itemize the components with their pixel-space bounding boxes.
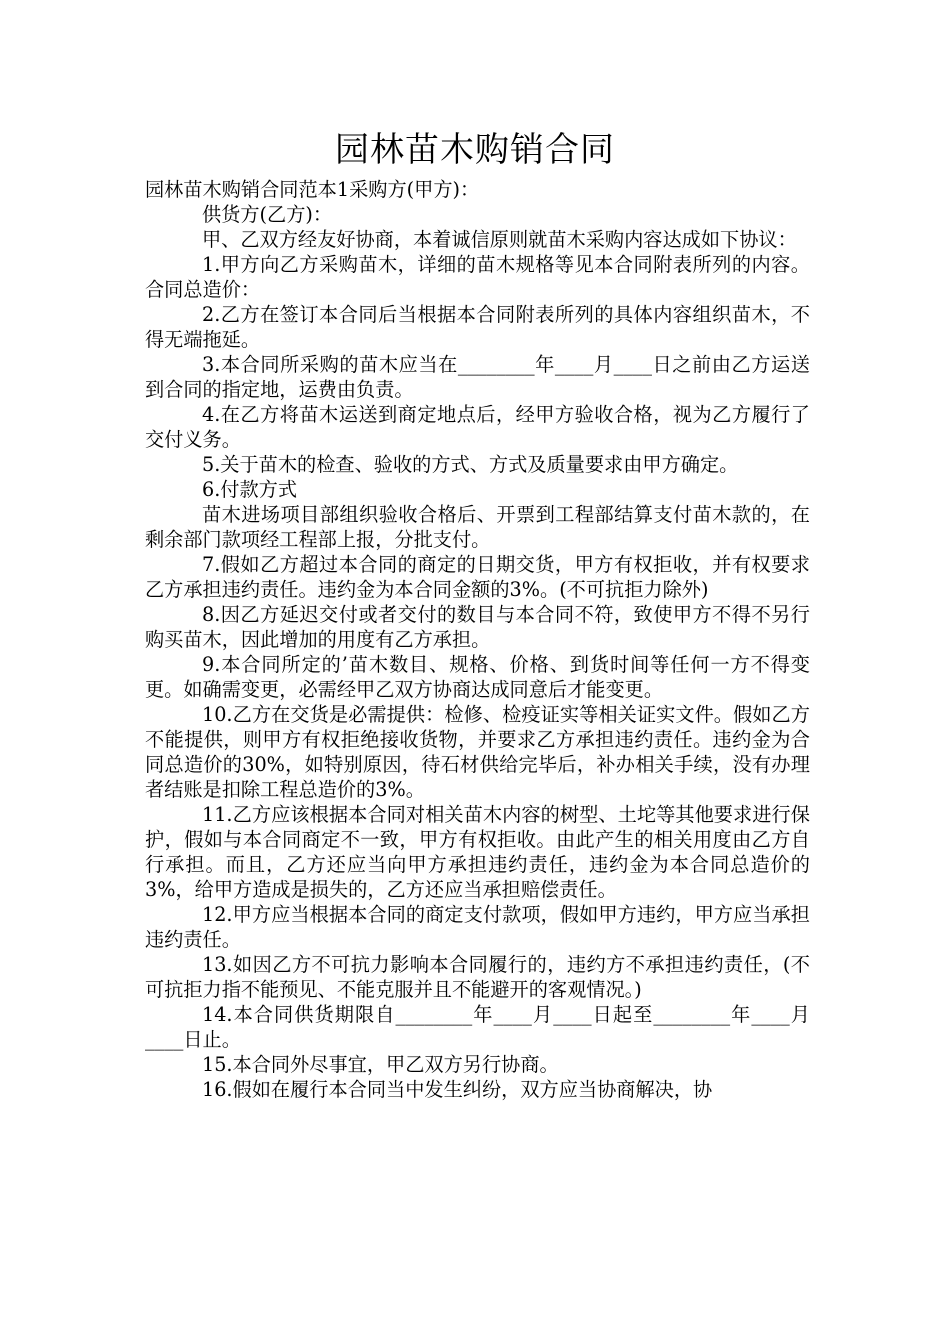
clause-12: 12.甲方应当根据本合同的商定支付款项，假如甲方违约，甲方应当承担违约责任。 [145, 903, 810, 951]
clause-16: 16.假如在履行本合同当中发生纠纷，双方应当协商解决，协 [202, 1078, 713, 1101]
document-title: 园林苗木购销合同 [335, 130, 615, 170]
clause-3: 3.本合同所采购的苗木应当在________年____月____日之前由乙方运送到合同的指定地，运费由负责。 [145, 353, 810, 401]
paragraph-supplier: 供货方(乙方)： [202, 203, 333, 226]
clause-7: 7.假如乙方超过本合同的商定的日期交货，甲方有权拒收，并有权要求乙方承担违约责任。违约金为本合同金额的3%。(不可抗拒力除外) [145, 553, 810, 601]
paragraph-intro: 园林苗木购销合同范本1采购方(甲方)： [145, 178, 480, 201]
clause-13: 13.如因乙方不可抗力影响本合同履行的，违约方不承担违约责任，(不可抗拒力指不能预见、不能克服并且不能避开的客观情况。) [145, 953, 810, 1001]
paragraph-preamble: 甲、乙双方经友好协商，本着诚信原则就苗木采购内容达成如下协议： [202, 228, 797, 251]
clause-6: 6.付款方式 [202, 478, 298, 501]
document-body [145, 177, 810, 1102]
clause-5: 5.关于苗木的检查、验收的方式、方式及质量要求由甲方确定。 [202, 453, 739, 476]
clause-15: 15.本合同外尽事宜，甲乙双方另行协商。 [202, 1053, 559, 1076]
clause-11: 11.乙方应该根据本合同对相关苗木内容的树型、土坨等其他要求进行保护，假如与本合同商定不一致，甲方有权拒收。由此产生的相关用度由乙方自行承担。而且，乙方还应当向甲方承担违约责任，违约金为本合同总造价的3%，给甲方造成是损失的，乙方还应当承担赔偿责任。 [145, 803, 810, 901]
clause-6-detail: 苗木进场项目部组织验收合格后、开票到工程部结算支付苗木款的，在剩余部门款项经工程部上报，分批支付。 [145, 503, 810, 551]
clause-8: 8.因乙方延迟交付或者交付的数目与本合同不符，致使甲方不得不另行购买苗木，因此增加的用度有乙方承担。 [145, 603, 810, 651]
clause-10: 10.乙方在交货是必需提供：检修、检疫证实等相关证实文件。假如乙方不能提供，则甲方有权拒绝接收货物，并要求乙方承担违约责任。违约金为合同总造价的30%，如特别原因，待石材供给完毕后，补办相关手续，没有办理者结账是扣除工程总造价的3%。 [145, 703, 810, 801]
clause-1: 1.甲方向乙方采购苗木，详细的苗木规格等见本合同附表所列的内容。合同总造价： [145, 253, 810, 301]
clause-14: 14.本合同供货期限自________年____月____日起至________年____月____日止。 [145, 1003, 810, 1051]
clause-9: 9.本合同所定的’苗木数目、规格、价格、到货时间等任何一方不得变更。如确需变更，必需经甲乙双方协商达成同意后才能变更。 [145, 653, 810, 701]
clause-4: 4.在乙方将苗木运送到商定地点后，经甲方验收合格，视为乙方履行了交付义务。 [145, 403, 810, 451]
clause-2: 2.乙方在签订本合同后当根据本合同附表所列的具体内容组织苗木，不得无端拖延。 [145, 303, 810, 351]
